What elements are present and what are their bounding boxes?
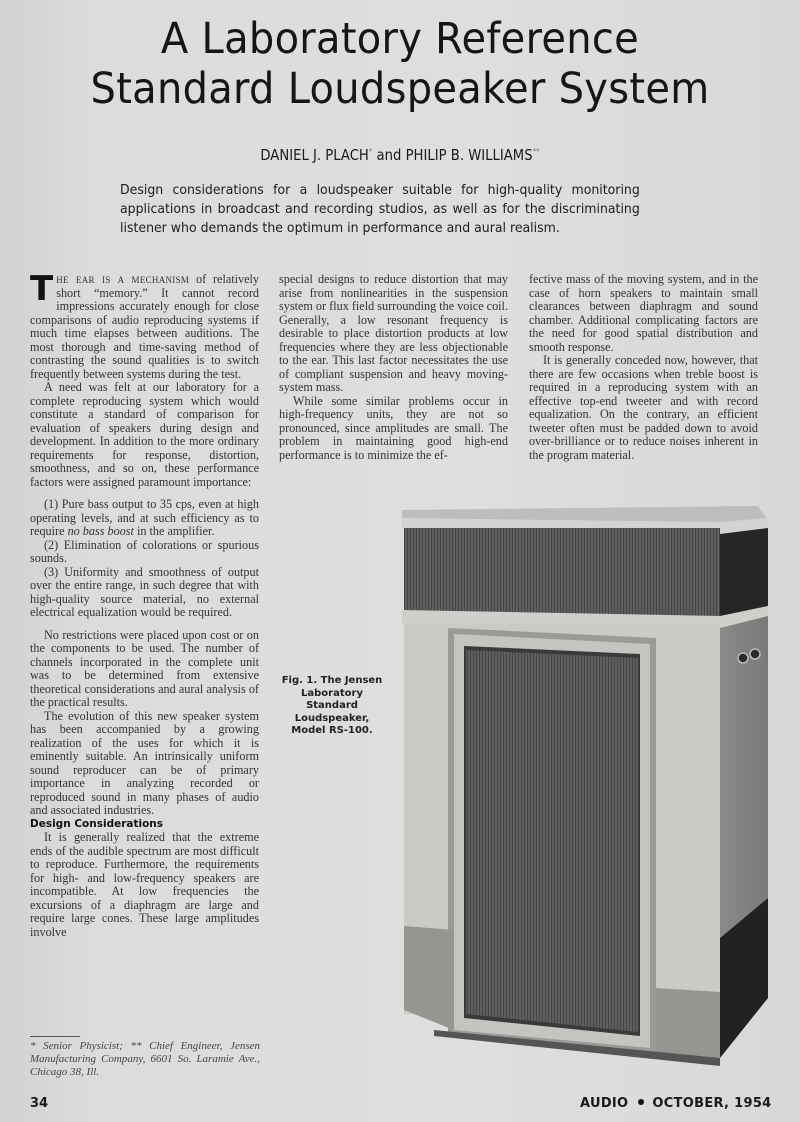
issue-date: OCTOBER, 1954 <box>652 1096 772 1111</box>
article-deck: Design considerations for a loudspeaker suitable for high-quality monitoring applications in broadcast and recording studios, as well as for the discriminating listener who demands the optimum in performance and aural realism. <box>120 182 640 236</box>
paragraph: fective mass of the moving system, and in the case of horn speakers to maintain small clearances between diaphragm and sound chamber. Additional complicating factors are the need for good spatial distribution and smooth response. <box>529 272 758 354</box>
magazine-name: AUDIO <box>580 1096 629 1111</box>
drop-cap: T <box>30 269 54 309</box>
author-1-footnote-mark: * <box>368 147 373 156</box>
body-column-1 <box>30 269 259 939</box>
paragraph: The evolution of this new speaker system has been accompanied by a growing realization of the uses for which it is eminently suitable. An intrinsically uniform sound reproducer can be of primary importance in analyzing recorded or reproduced sound in many phases of audio and associated industries. <box>30 708 259 817</box>
byline <box>48 146 752 164</box>
author-footnote: * Senior Physicist; ** Chief Engineer, Jensen Manufacturing Company, 6601 So. Laramie Ave., Chicago 38, Ill. <box>30 1040 260 1078</box>
article-title <box>28 14 772 114</box>
author-1: DANIEL J. PLACH <box>260 146 369 164</box>
title-line-2: Standard Loudspeaker System <box>90 64 710 114</box>
running-footer <box>580 1096 772 1111</box>
paragraph: While some similar problems occur in high-frequency units, they are not so pronounced, since amplitudes are small. The problem in maintaining good high-end performance is to minimize the ef- <box>279 393 508 462</box>
speaker-cabinet-figure <box>398 498 773 1078</box>
figure-caption: Fig. 1. The Jensen Laboratory Standard Loudspeaker, Model RS-100. <box>281 675 383 736</box>
page-number: 34 <box>30 1096 49 1111</box>
body-column-3 <box>529 273 758 462</box>
list-item: (3) Uniformity and smoothness of output over the entire range, in such degree that with high-quality source material, no external electrical equalization would be required. <box>30 564 259 619</box>
bullet-icon <box>638 1099 644 1105</box>
lead-in: he ear is a mechanism <box>56 272 190 286</box>
section-heading: Design Considerations <box>30 817 164 830</box>
paragraph: No restrictions were placed upon cost or on the components to be used. The number of channels incorporated in the complete unit was to be determined from extensive theoretical considerations and aural analysis of the practical results. <box>30 627 259 709</box>
list-item: (1) Pure bass output to 35 cps, even at high operating levels, and at such efficiency as to require no bass boost in the amplifier. <box>30 497 259 538</box>
speaker-cabinet-illustration <box>398 498 773 1078</box>
paragraph: It is generally realized that the extreme ends of the audible spectrum are most difficult to reproduce. Furthermore, the requirements for high- and low-frequency speakers are incompatible. At low frequencies the excursions of a diaphragm are large and require large cones. These large amplitudes involve <box>30 830 259 939</box>
body-column-2 <box>279 273 508 462</box>
paragraph: special designs to reduce distortion that may arise from nonlinearities in the suspension system or flux field surrounding the voice coil. Generally, a low resonant frequency is desirable to place distortion products at low frequencies where they are less objectionable to the ear. This last factor necessitates the use of compliant suspension and heavy moving-system mass. <box>279 272 508 394</box>
title-line-1: A Laboratory Reference <box>160 14 640 64</box>
list-item: (2) Elimination of colorations or spurious sounds. <box>30 537 259 565</box>
footnote-rule <box>30 1036 80 1037</box>
author-joiner: and <box>372 146 406 164</box>
paragraph: The ear is a mechanism of relatively short “memory.” It cannot record impressions accurately enough for close comparisons of audio reproducing systems if much time elapses between auditions. The most thorough and time-saving method of contrasting the sound qualities is to switch frequently between systems during the test. <box>30 269 259 381</box>
author-2: PHILIP B. WILLIAMS <box>405 146 533 164</box>
paragraph: It is generally conceded now, however, that there are few occasions when treble boost is required in a reproducing system with an effective top-end tweeter and with record equalization. On the contrary, an efficient tweeter often must be padded down to avoid over-brilliance or to reduce noises inherent in the program material. <box>529 353 758 462</box>
paragraph: A need was felt at our laboratory for a complete reproducing system which would constitute a standard of comparison for evaluation of speakers during design and development. In addition to the more ordinary requirements for response, distortion, smoothness, and so on, these performance factors were assigned paramount importance: <box>30 380 259 489</box>
author-2-footnote-mark: ** <box>532 147 540 156</box>
